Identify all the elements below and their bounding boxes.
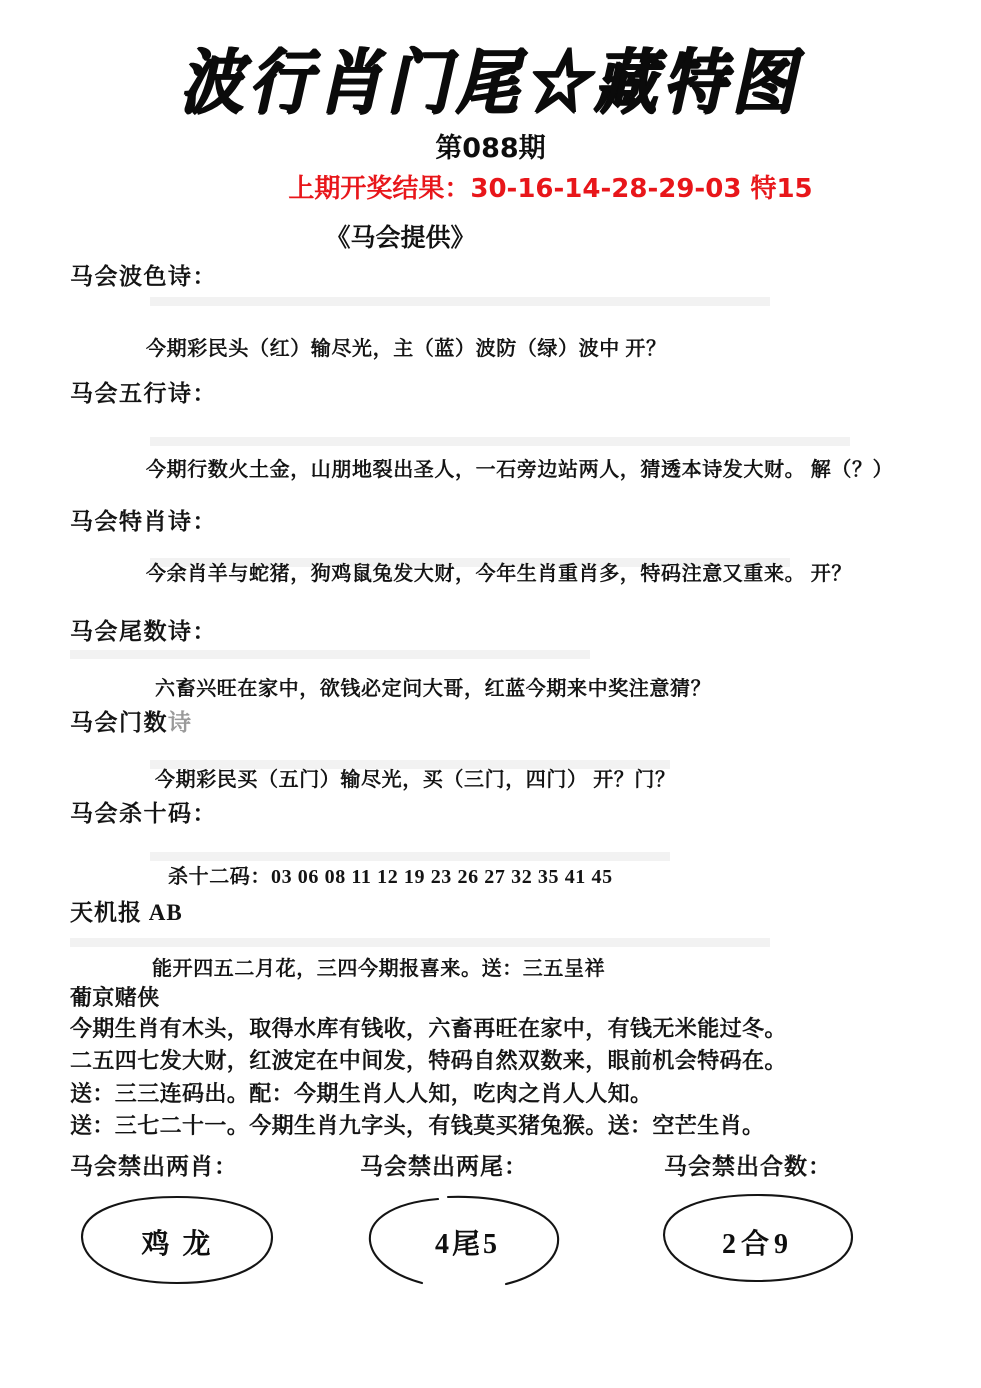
scan-noise-band [70, 650, 590, 659]
tianji-label: 天机报 AB [70, 900, 183, 925]
section-label-menshu [70, 704, 193, 737]
section-label-wuxing: 马会五行诗： [70, 381, 217, 406]
forbidden-zodiac-value: 鸡 龙 [141, 1228, 214, 1260]
section-label-menshu-main: 马会门数 [70, 710, 168, 735]
forbidden-tail-oval [360, 1189, 575, 1294]
issue-number: 第088期 [435, 133, 546, 164]
section-label-texiao: 马会特肖诗： [70, 509, 217, 534]
section-label-weishu: 马会尾数诗： [70, 619, 217, 644]
section-poem-weishu: 六畜兴旺在家中，欲钱必定问大哥，红蓝今期来中奖注意猜？ [155, 678, 712, 700]
scan-noise-band [150, 297, 770, 306]
forbidden-zodiac-block [70, 1148, 370, 1294]
page-title: 波行肖门尾☆藏特图 [180, 40, 801, 124]
forbidden-tail-label: 马会禁出两尾： [360, 1154, 528, 1179]
forbidden-zodiac-oval [70, 1189, 285, 1294]
pujing-line-1: 今期生肖有木头，取得水库有钱收，六畜再旺在家中，有钱无米能过冬。 [70, 1016, 787, 1041]
section-poem-bose: 今期彩民头（红）输尽光，主（蓝）波防（绿）波中 开？ [146, 338, 667, 360]
section-poem-wuxing: 今期行数火土金，山朋地裂出圣人，一石旁边站两人，猜透本诗发大财。 解（？） [146, 459, 894, 481]
provider-credit: 《马会提供》 [325, 225, 476, 252]
pujing-line-4: 送：三七二十一。今期生肖九字头，有钱莫买猪兔猴。送：空芒生肖。 [70, 1113, 765, 1138]
last-draw-result: 上期开奖结果：30-16-14-28-29-03 特15 [288, 174, 813, 204]
section-label-menshu-tail: 诗 [168, 710, 193, 735]
forbidden-sum-block [650, 1148, 950, 1294]
scan-noise-band [150, 437, 850, 446]
section-label-shashima: 马会杀十码： [70, 801, 217, 826]
forbidden-tail-block [360, 1148, 660, 1294]
forbidden-sum-value: 2合9 [721, 1228, 793, 1260]
forbidden-sum-label: 马会禁出合数： [664, 1154, 832, 1179]
pujing-line-2: 二五四七发大财，红波定在中间发，特码自然双数来，眼前机会特码在。 [70, 1048, 787, 1073]
pujing-label: 葡京赌侠 [70, 985, 160, 1010]
forbidden-zodiac-label: 马会禁出两肖： [70, 1154, 238, 1179]
section-poem-menshu: 今期彩民买（五门）输尽光，买（三门，四门） 开？门？ [155, 769, 676, 791]
kill-codes-line: 杀十二码：03 06 08 11 12 19 23 26 27 32 35 41 45 [168, 866, 613, 888]
forbidden-tail-value: 4尾5 [434, 1228, 500, 1260]
forbidden-sum-oval [650, 1189, 865, 1294]
pujing-line-3: 送：三三连码出。配：今期生肖人人知，吃肉之肖人人知。 [70, 1081, 653, 1106]
scan-noise-band [70, 938, 770, 947]
tianji-line: 能开四五二月花，三四今期报喜来。送：三五呈祥 [152, 958, 606, 980]
section-poem-texiao: 今余肖羊与蛇猪，狗鸡鼠兔发大财，今年生肖重肖多，特码注意又重来。 开？ [146, 563, 852, 585]
section-label-bose: 马会波色诗： [70, 264, 217, 289]
